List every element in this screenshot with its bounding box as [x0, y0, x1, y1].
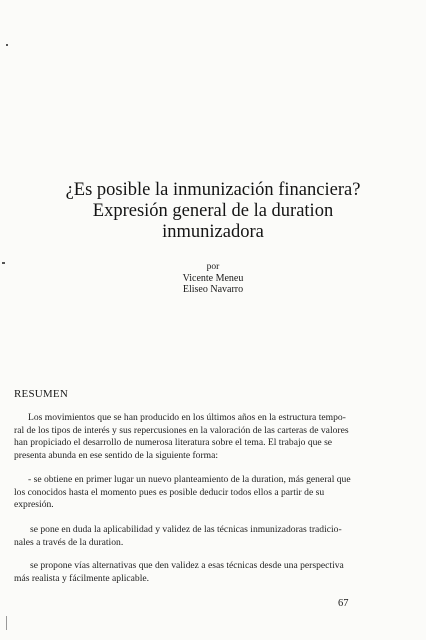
- text-line: se pone en duda la aplicabilidad y validez de las técnicas inmunizadoras tradicio-: [30, 524, 342, 535]
- title-line: inmunizadora: [162, 222, 264, 242]
- title-line: Expresión general de la duration: [92, 201, 334, 221]
- text-line: nales a través de la duration.: [14, 536, 124, 548]
- paper-title: [20, 180, 406, 243]
- text-line: expresión.: [14, 499, 54, 510]
- text-line: - se obtiene en primer lugar un nuevo planteamiento de la duration, más general que: [28, 474, 351, 485]
- page-number: 67: [338, 598, 349, 609]
- abstract-paragraph: [14, 412, 352, 462]
- text-line: presenta abunda en ese sentido de la siguiente forma:: [14, 449, 219, 461]
- author-block: [0, 262, 426, 295]
- title-line: ¿Es posible la inmunización financiera?: [65, 180, 361, 200]
- scan-edge-mark: [6, 616, 7, 630]
- text-line: los conocidos hasta el momento pues es posible deducir todos ellos a partir de su: [14, 486, 325, 498]
- abstract-paragraph: [14, 524, 352, 549]
- text-line: Los movimientos que se han producido en los últimos años en la estructura tempo-: [28, 412, 346, 423]
- abstract-paragraph: [14, 474, 352, 512]
- text-line: se propone vías alternativas que den validez a esas técnicas desde una perspectiva: [30, 560, 344, 571]
- abstract-paragraph: [14, 560, 352, 585]
- author-name: Eliseo Navarro: [182, 284, 244, 295]
- text-line: ral de los tipos de interés y sus repercusiones en la valoración de las carteras de valores: [14, 424, 349, 436]
- abstract-heading: RESUMEN: [14, 388, 68, 400]
- text-line: han propiciado el desarrollo de numerosa literatura sobre el tema. El trabajo que se: [14, 437, 333, 448]
- author-name: Vicente Meneu: [182, 273, 244, 284]
- scan-speck: [6, 44, 8, 46]
- text-line: más realista y fácilmente aplicable.: [14, 572, 150, 584]
- author-by-label: por: [206, 262, 220, 272]
